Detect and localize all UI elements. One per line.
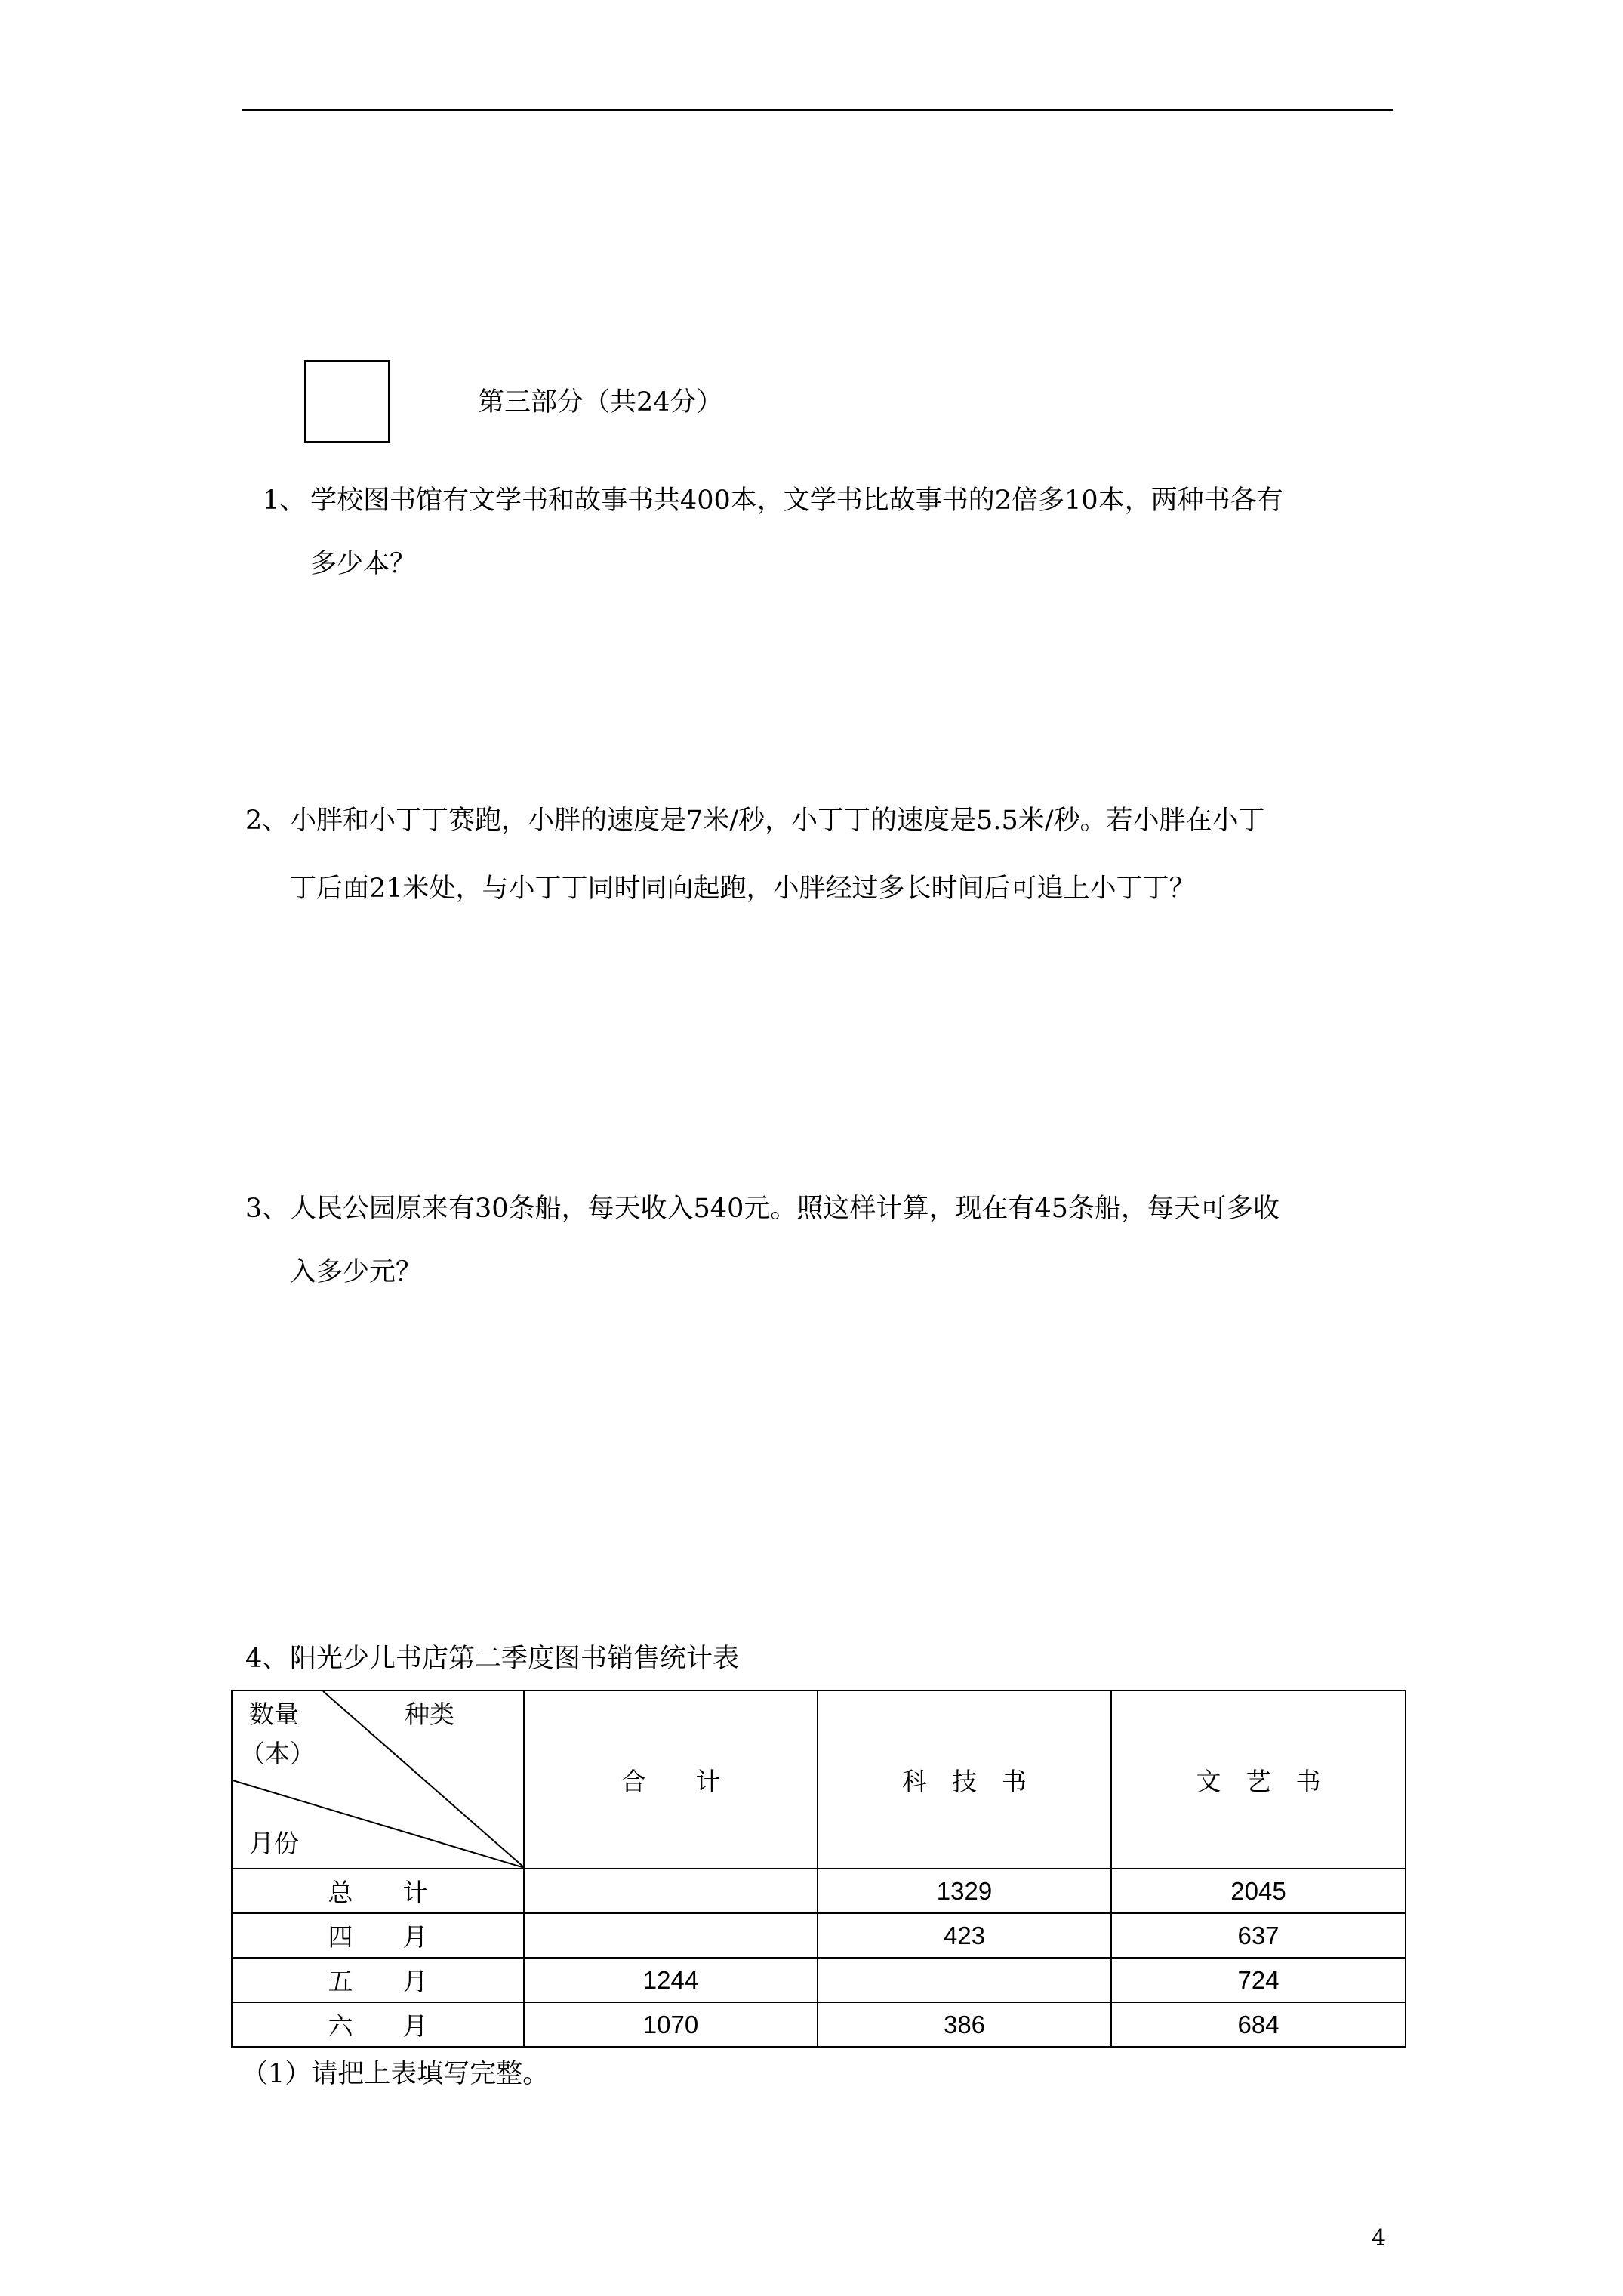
- table-row: [232, 1958, 1406, 2002]
- row-label-april: 四 月: [232, 1913, 524, 1958]
- cell-april-total[interactable]: [524, 1913, 818, 1958]
- table-row: [232, 1913, 1406, 1958]
- corner-header-cell: [232, 1690, 524, 1869]
- table-row: [232, 2002, 1406, 2047]
- cell-may-science[interactable]: [818, 1958, 1111, 2002]
- question-1-line1: 学校图书馆有文学书和故事书共400本，文学书比故事书的2倍多10本，两种书各有: [310, 485, 1283, 516]
- corner-month-label: 月份: [249, 1829, 299, 1858]
- sales-table: [231, 1690, 1406, 2048]
- row-label-may: 五 月: [232, 1958, 524, 2002]
- question-3-line2: 入多少元？: [290, 1257, 423, 1287]
- cell-total-total[interactable]: [524, 1869, 818, 1913]
- cell-total-science: 1329: [818, 1869, 1111, 1913]
- table-title: 阳光少儿书店第二季度图书销售统计表: [290, 1644, 740, 1674]
- question-4-number: 4、: [245, 1644, 289, 1674]
- question-3-number: 3、: [245, 1194, 289, 1224]
- section-title: 第三部分（共24分）: [478, 387, 723, 418]
- cell-may-total: 1244: [524, 1958, 818, 2002]
- corner-quantity-label: 数量: [249, 1700, 299, 1729]
- row-label-total: 总 计: [232, 1869, 524, 1913]
- table-row: [232, 1869, 1406, 1913]
- header-total: 合 计: [524, 1690, 818, 1869]
- cell-may-arts: 724: [1111, 1958, 1406, 2002]
- question-1-number: 1、: [263, 485, 306, 516]
- corner-unit-label: （本）: [240, 1739, 315, 1768]
- question-2-line1: 小胖和小丁丁赛跑，小胖的速度是7米/秒，小丁丁的速度是5.5米/秒。若小胖在小丁: [290, 806, 1265, 836]
- question-2-number: 2、: [245, 806, 289, 836]
- question-1-line2: 多少本？: [310, 549, 417, 579]
- header-rule: [242, 109, 1393, 111]
- row-label-june: 六 月: [232, 2002, 524, 2047]
- header-arts-books: 文 艺 书: [1111, 1690, 1406, 1869]
- page-number: 4: [1372, 2225, 1387, 2251]
- question-2-line2: 丁后面21米处，与小丁丁同时同向起跑，小胖经过多长时间后可追上小丁丁？: [290, 874, 1196, 904]
- score-box[interactable]: [304, 360, 390, 443]
- cell-total-arts: 2045: [1111, 1869, 1406, 1913]
- sub-question-1: （1）请把上表填写完整。: [242, 2059, 550, 2089]
- cell-june-arts: 684: [1111, 2002, 1406, 2047]
- cell-april-science: 423: [818, 1913, 1111, 1958]
- cell-june-total: 1070: [524, 2002, 818, 2047]
- cell-june-science: 386: [818, 2002, 1111, 2047]
- cell-april-arts: 637: [1111, 1913, 1406, 1958]
- corner-category-label: 种类: [405, 1700, 454, 1729]
- question-3-line1: 人民公园原来有30条船，每天收入540元。照这样计算，现在有45条船，每天可多收: [290, 1194, 1280, 1224]
- table-header-row: [232, 1690, 1406, 1869]
- header-science-books: 科 技 书: [818, 1690, 1111, 1869]
